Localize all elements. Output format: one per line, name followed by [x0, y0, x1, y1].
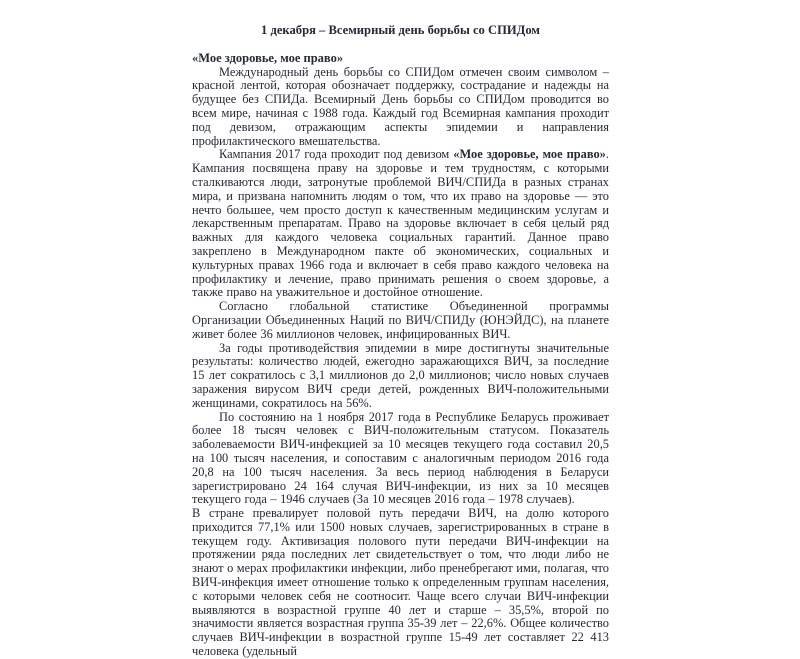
motto-inline-bold: «Мое здоровье, мое право»	[453, 147, 606, 162]
paragraph-campaign-2017-rest: . Кампания посвящена праву на здоровье и тем трудностям, с которыми сталкиваются люди, затронутые проблемой ВИЧ/СПИДа в разных странах мира, и призвана напомнить людям о том, что их право на здоровье — это нечто большее, чем просто доступ к качественным медицинским услугам и лекарственным препаратам. Право на здоровье включает в себя целый ряд важных для каждого человека социальных гарантий. Данное право закреплено в Международном пакте об экономических, социальных и культурных правах 1966 года и включает в себя право каждого человека на профилактику и лечение, право принимать решения о своем здоровье, а также право на уважительное и достойное отношение.	[192, 147, 609, 300]
paragraph-unaids-statistics: Согласно глобальной статистике Объединенной программы Организации Объединенных Наций по ВИЧ/СПИДу (ЮНЭЙДС), на планете живет более 36 миллионов человек, инфицированных ВИЧ.	[192, 299, 609, 341]
paragraph-transmission-path: В стране превалирует половой путь передачи ВИЧ, на долю которого приходится 77,1% или 1500 новых случаев, зарегистрированных в стране в текущем году. Активизация полового пути передачи ВИЧ-инфекции на протяжении ряда последних лет свидетельствует о том, что люди либо не знают о мерах профилактики инфекции, либо пренебрегают ими, полагая, что ВИЧ-инфекция имеет отношение только к определенным группам населения, с которыми человек себя не соотносит. Чаще всего случаи ВИЧ-инфекции выявляются в возрастной группе 40 лет и старше – 35,5%, второй по значимости является возрастная группа 35-39 лет – 22,6%. Общее количество случаев ВИЧ-инфекции в возрастной группе 15-49 лет составляет 22 413 человека (удельный	[192, 506, 609, 659]
paragraph-campaign-2017-lead: Кампания 2017 года проходит под девизом	[219, 147, 454, 162]
document-body	[192, 24, 609, 659]
paragraph-belarus-statistics: По состоянию на 1 ноября 2017 года в Республике Беларусь проживает более 18 тысяч человек с ВИЧ-положительным статусом. Показатель заболеваемости ВИЧ-инфекцией за 10 месяцев текущего года составил 20,5 на 100 тысяч населения, и сопоставим с аналогичным периодом 2016 года 20,8 на 100 тысяч населения. За весь период наблюдения в Беларуси зарегистрировано 24 164 случая ВИЧ-инфекции, из них за 10 месяцев текущего года – 1946 случаев (За 10 месяцев 2016 года – 1978 случаев).	[192, 409, 609, 507]
paragraph-campaign-symbol: Международный день борьбы со СПИДом отмечен своим символом – красной лентой, которая обозначает поддержку, сострадание и надежды на будущее без СПИДа. Всемирный День борьбы со СПИДом проводится во всем мире, начиная с 1988 года. Каждый год Всемирная кампания проходит под девизом, отражающим аспекты эпидемии и направления профилактического вмешательства.	[192, 64, 609, 148]
paragraph-campaign-2017	[192, 148, 609, 300]
paragraph-epidemic-results: За годы противодействия эпидемии в мире достигнуты значительные результаты: количество людей, ежегодно заражающихся ВИЧ, за последние 15 лет сократилось с 3,1 миллионов до 2,0 миллионов; число новых случаев заражения вирусом ВИЧ среди детей, рожденных ВИЧ-положительными женщинами, сократилось на 56%.	[192, 340, 609, 410]
document-title: 1 декабря – Всемирный день борьбы со СПИДом	[261, 23, 540, 37]
motto-heading: «Мое здоровье, мое право»	[192, 50, 344, 65]
